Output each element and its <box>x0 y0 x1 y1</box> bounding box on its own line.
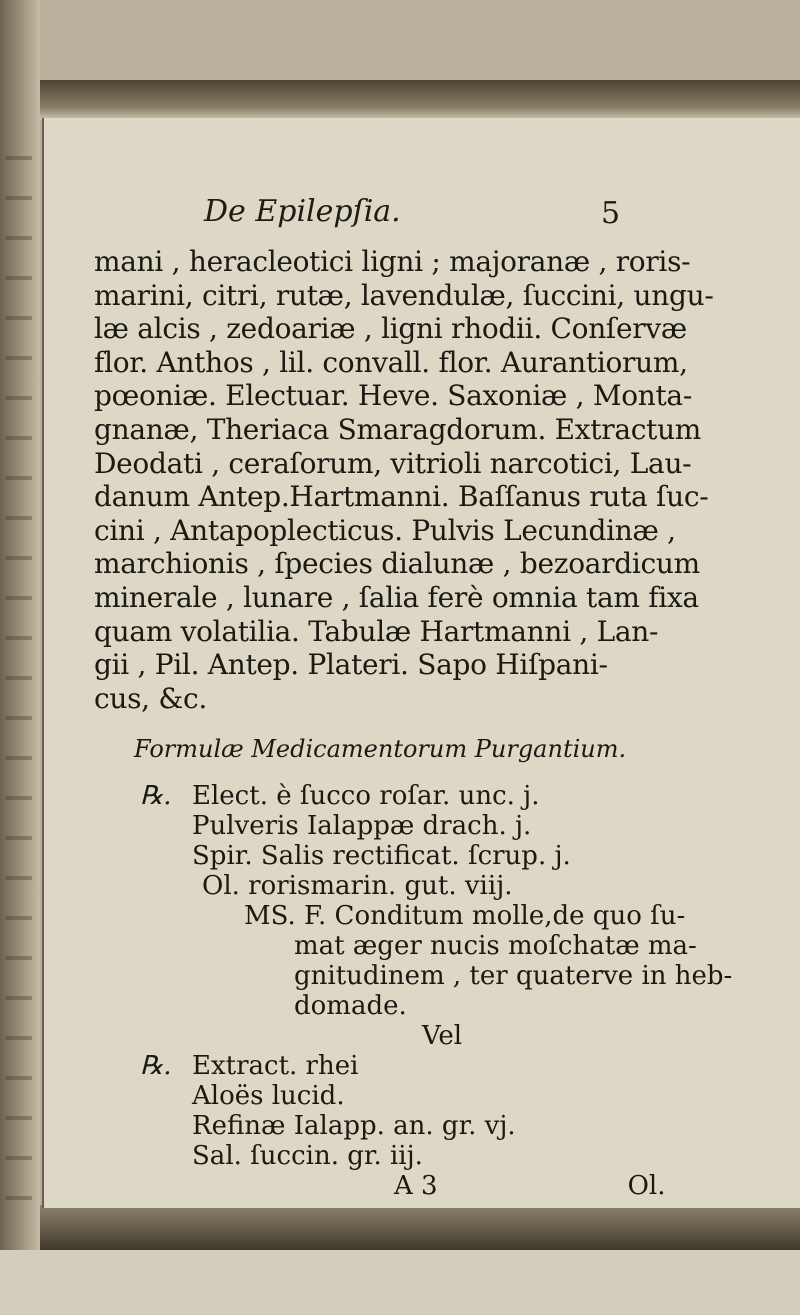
recipe-line: domade. <box>294 991 407 1021</box>
page-header <box>44 194 800 234</box>
recipe-line: MS. F. Conditum molle,de quo ſu- <box>244 901 686 931</box>
main-paragraph <box>94 245 714 715</box>
recipe-line: gnitudinem , ter quaterve in heb- <box>294 961 733 991</box>
text-line: gnanæ, Theriaca Smaragdorum. Extractum <box>94 412 702 446</box>
text-line: mani , heracleotici ligni ; majoranæ , roris- <box>94 245 691 278</box>
separator-word: Vel <box>422 1021 463 1051</box>
page-leaf <box>42 118 800 1208</box>
recipe-line: Refinæ Ialapp. an. gr. vj. <box>192 1111 516 1141</box>
top-page-edge <box>40 80 800 120</box>
text-line: quam volatilia. Tabulæ Hartmanni , Lan- <box>94 614 659 648</box>
recipe-line: Pulveris Ialappæ drach. j. <box>192 811 532 841</box>
recipe-line: Aloës lucid. <box>192 1081 345 1111</box>
signature-mark: A 3 <box>394 1171 438 1201</box>
recipes-block <box>44 781 800 1201</box>
recipe-line: Spir. Salis rectificat. ſcrup. j. <box>192 841 571 871</box>
text-line: pœoniæ. Electuar. Heve. Saxoniæ , Monta- <box>94 379 692 413</box>
page-number: 5 <box>601 196 621 231</box>
recipe-ingredient: Extract. rhei <box>192 1051 359 1081</box>
recipe-line: mat æger nucis moſchatæ ma- <box>294 931 697 961</box>
text-line: marchionis , ſpecies dialunæ , bezoardicum <box>94 547 700 581</box>
recipe-symbol: ℞. <box>140 781 172 811</box>
text-line: flor. Anthos , lil. convall. flor. Aurantiorum, <box>94 345 688 379</box>
recipe-line: Sal. ſuccin. gr. iij. <box>192 1141 423 1171</box>
book-gutter <box>0 0 40 1315</box>
running-title: De Epilepſia. <box>204 194 401 229</box>
recipe-line: Ol. rorismarin. gut. viij. <box>202 871 513 901</box>
text-line: læ alcis , zedoariæ , ligni rhodii. Conſervæ <box>94 312 687 346</box>
page-footer-line <box>44 1171 800 1201</box>
bottom-page-edge <box>40 1205 800 1250</box>
text-line: cini , Antapoplecticus. Pulvis Lecundinæ , <box>94 513 676 547</box>
text-line: cus, &c. <box>94 681 207 715</box>
text-line: danum Antep.Hartmanni. Baſſanus ruta ſuc- <box>94 480 709 514</box>
catchword: Ol. <box>627 1171 666 1201</box>
recipe-symbol: ℞. <box>140 1051 172 1081</box>
text-line: minerale , lunare , ſalia ferè omnia tam fixa <box>94 580 699 614</box>
facing-page-edge <box>6 120 32 1210</box>
recipe-ingredient: Elect. è ſucco roſar. unc. j. <box>192 781 540 811</box>
section-heading: Formulæ Medicamentorum Purgantium. <box>134 735 627 763</box>
text-line: Deodati , ceraſorum, vitrioli narcotici, Lau- <box>94 446 692 480</box>
recipe-line <box>44 781 800 811</box>
text-line: marini, citri, rutæ, lavendulæ, ſuccini, ungu- <box>94 278 714 312</box>
background-surface <box>0 1250 800 1315</box>
text-line: gii , Pil. Antep. Plateri. Sapo Hiſpani- <box>94 648 608 682</box>
recipe-line <box>44 1051 800 1081</box>
